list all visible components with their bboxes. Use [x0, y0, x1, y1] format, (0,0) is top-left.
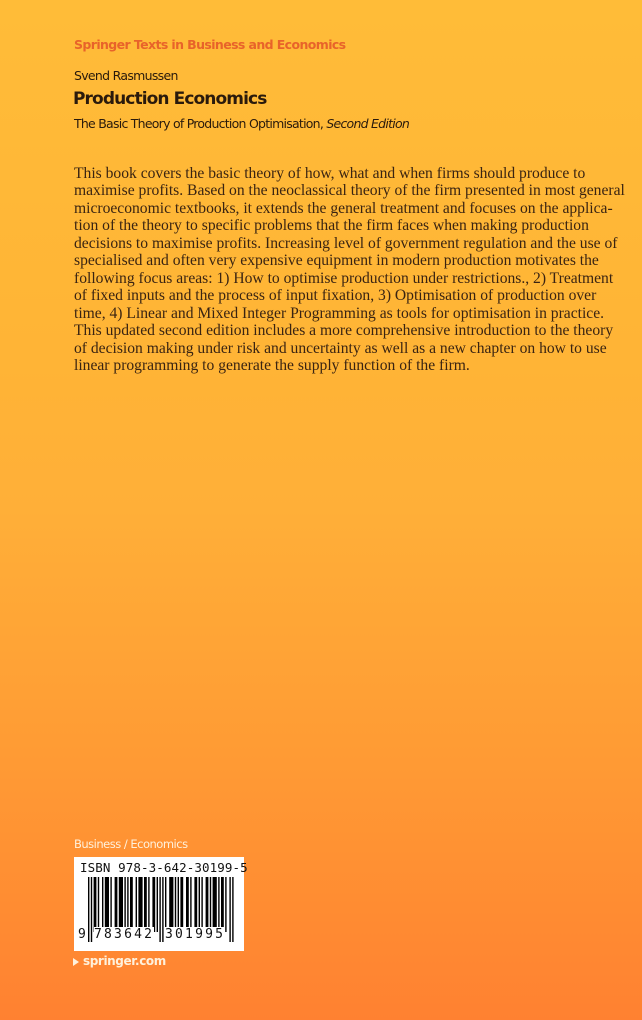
isbn-barcode [74, 857, 248, 951]
ean-left-group: 783642 [94, 927, 155, 942]
description-line: microeconomic textbooks, it extends the general treatment and focuses on the applica- [74, 199, 613, 217]
book-subtitle [74, 116, 409, 131]
description-line: following focus areas: 1) How to optimise production under restrictions., 2) Treatment [74, 269, 614, 287]
subject-category: Business / Economics [74, 837, 188, 851]
description-line: specialised and often very expensive equipment in modern production motivates the [74, 252, 599, 270]
edition-label: Second Edition [326, 116, 410, 131]
description-line: decisions to maximise profits. Increasing level of government regulation and the use of [74, 234, 618, 252]
description-line: tion of the theory to specific problems that the firm faces when making production [74, 217, 589, 235]
series-name: Springer Texts in Business and Economics [74, 37, 346, 52]
author-name: Svend Rasmussen [74, 68, 178, 83]
book-description [74, 165, 625, 374]
description-line: maximise profits. Based on the neoclassical theory of the firm presented in most general [74, 182, 625, 200]
description-line: of fixed inputs and the process of input fixation, 3) Optimisation of production over [74, 287, 597, 305]
book-title: Production Economics [73, 89, 267, 109]
arrow-right-icon [73, 958, 79, 966]
website-url: springer.com [83, 954, 166, 968]
isbn-label: ISBN 978-3-642-30199-5 [80, 860, 248, 875]
ean-first-digit: 9 [78, 927, 86, 942]
description-line: of decision making under risk and uncertainty as well as a new chapter on how to use [74, 339, 607, 357]
description-line: linear programming to generate the supply function of the firm. [74, 356, 470, 374]
description-line: This book covers the basic theory of how, what and when firms should produce to [74, 165, 586, 182]
description-line: This updated second edition includes a more comprehensive introduction to the theory [74, 322, 614, 340]
description-line: time, 4) Linear and Mixed Integer Programming as tools for optimisation in practice. [74, 304, 605, 322]
ean-right-group: 301995 [165, 927, 226, 942]
springer-website-link[interactable] [73, 954, 166, 968]
subtitle-text: The Basic Theory of Production Optimisation, [74, 116, 327, 131]
